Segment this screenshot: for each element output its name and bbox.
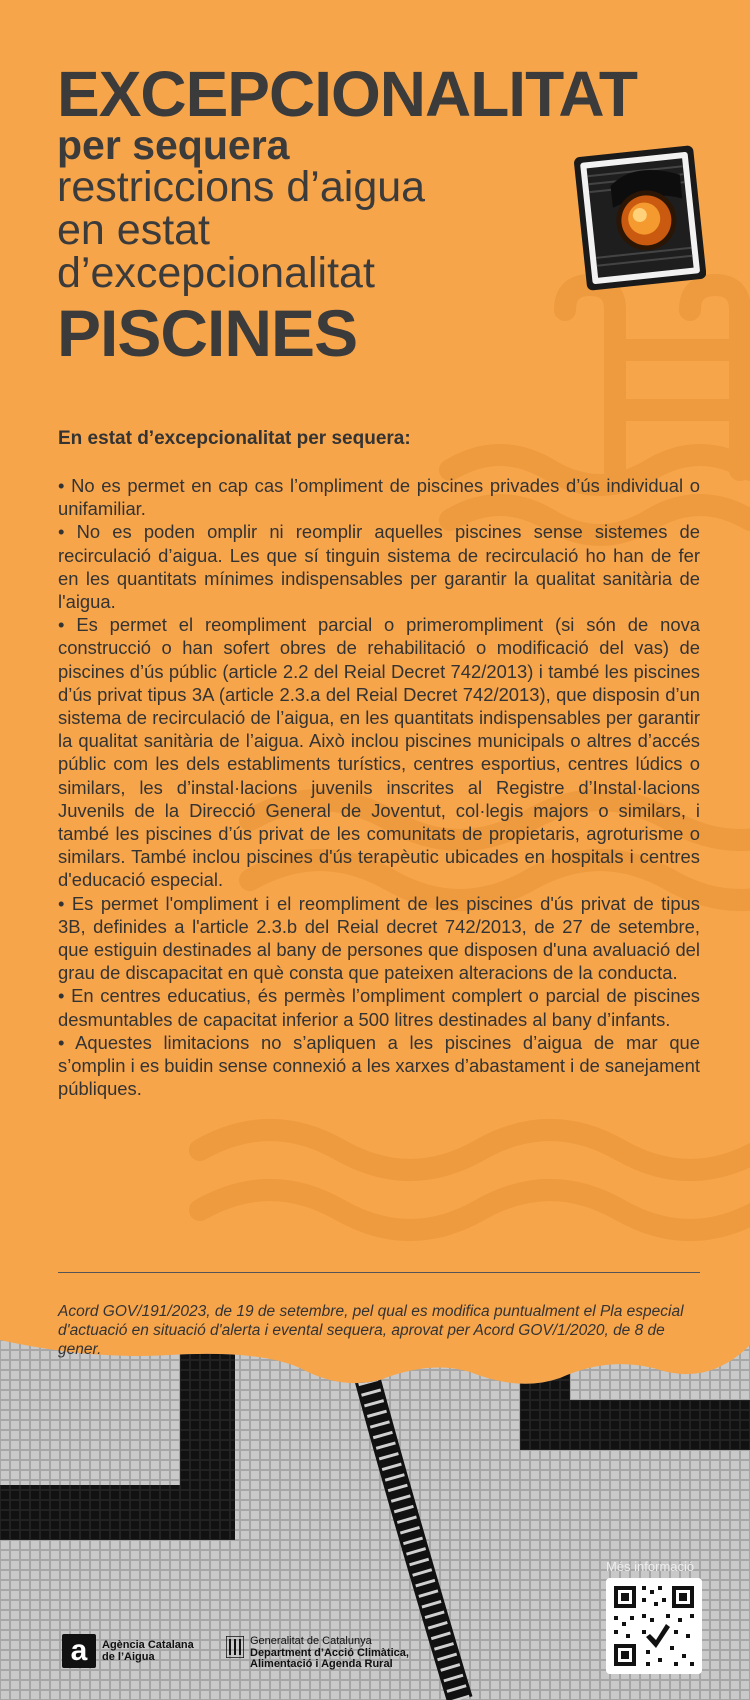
restrictions-list [58, 474, 700, 1100]
list-item: • Aquestes limitacions no s’apliquen a les piscines d’aigua de mar que s’omplin i es buidin sense connexió a les xarxes d’abastament i de sanejament públiques. [58, 1031, 700, 1100]
topic-title: PISCINES [57, 296, 358, 370]
list-item: • En centres educatius, és permès l’ompliment complert o parcial de piscines desmuntables de capacitat inferior a 500 litres destinades al bany d’infants. [58, 985, 700, 1030]
list-item: • No es permet en cap cas l’ompliment de piscines privades d’ús individual o unifamiliar. [58, 475, 700, 520]
title-line: d’excepcionalitat [57, 249, 375, 297]
section-heading: En estat d’excepcionalitat per sequera: [58, 428, 411, 449]
page-title: EXCEPCIONALITAT [57, 58, 637, 130]
list-item: • Es permet el reompliment parcial o primerompliment (si són de nova construcció o han sofert obres de rehabilitació o modificació del vas) de piscines d’ús públic (article 2.2 del Reial Decret 742/2013) i també les piscines d’ús privat tipus 3A (article 2.3.a del Reial Decret 742/2013), que disposin d’un sistema de recirculació de l’aigua, en les quantitats indispensables per garantir la qualitat sanitària de l’aigua. Això inclou piscines municipals o altres d’accés públic com les dels establiments turístics, centres esportius, centres lúdics o similars, les d’instal·lacions juvenils inscrites al Registre d’Instal·lacions Juvenils de la Direcció General de Joventut, col·legis majors o similars, i també les piscines d’ús privat de les comunitats de propietaris, agroturisme o similars. També inclou piscines d'ús terapèutic ubicades en hospitals i centres d'educació especial. [58, 614, 700, 891]
generalitat-line: Department d’Acció Climàtica, [250, 1646, 409, 1659]
divider [58, 1272, 700, 1273]
aca-mark: a [62, 1634, 96, 1668]
generalitat-logo [226, 1636, 409, 1671]
page-subtitle: per sequera [57, 122, 290, 168]
aca-name [102, 1639, 194, 1663]
title-description [57, 163, 426, 297]
main-content [58, 428, 700, 1100]
list-item: • No es poden omplir ni reomplir aquelles piscines sense sistemes de recirculació d’aigua. Les que sí tinguin sistema de recirculació ho han de fer en les quantitats mínimes indispensables per garantir la qualitat sanitària de l'aigua. [58, 521, 700, 613]
senyera-icon [226, 1636, 244, 1658]
title-line: en estat [57, 206, 210, 254]
aca-logo [62, 1634, 194, 1668]
qr-code-icon[interactable] [606, 1578, 702, 1674]
list-item: • Es permet l'ompliment i el reompliment de les piscines d'ús privat de tipus 3B, definides a l'article 2.3.b del Reial decret 742/2013, de 27 de setembre, que estiguin destinades al bany de persones que disposen d'una avaluació del grau de discapacitat en què consta que pateixen alteracions de la conducta. [58, 892, 700, 984]
traffic-light-icon [574, 143, 706, 291]
aca-name-line: de l’Aigua [102, 1651, 155, 1663]
aca-name-line: Agència Catalana [102, 1639, 194, 1651]
generalitat-text [250, 1636, 409, 1671]
more-info-label: Més informació [606, 1559, 695, 1574]
generalitat-line: Generalitat de Catalunya [250, 1635, 372, 1647]
title-line: restriccions d’aigua [57, 163, 426, 211]
generalitat-line: Alimentació i Agenda Rural [250, 1658, 393, 1670]
legal-note: Acord GOV/191/2023, de 19 de setembre, pel qual es modifica puntualment el Pla especial d'actuació en situació d'alerta i evental sequera, aprovat per Acord GOV/1/2020, de 8 de gener. [58, 1302, 684, 1358]
